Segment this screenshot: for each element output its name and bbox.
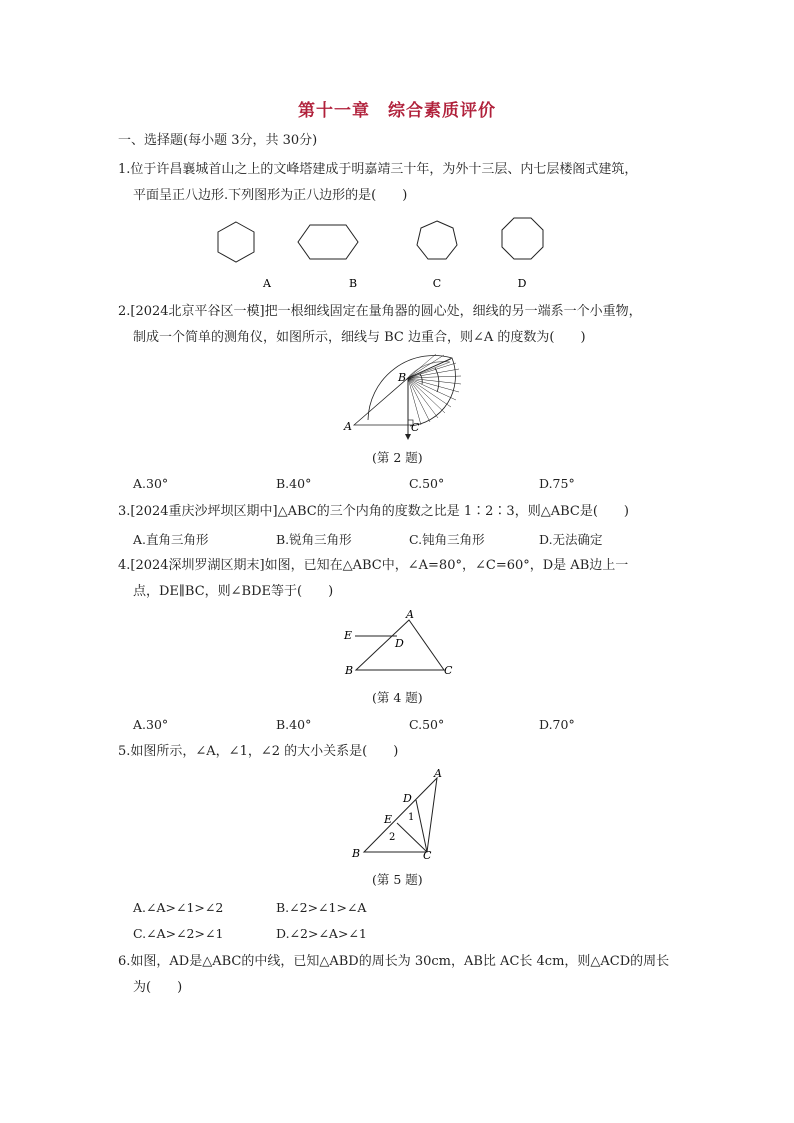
shape-label-b: B (348, 277, 358, 290)
q4-label-c: C (444, 664, 453, 677)
q2-text-line2: 制成一个简单的测角仪，如图所示，细线与 BC 边重合，则∠A 的度数为( ) (133, 330, 586, 345)
segment-cd (416, 800, 427, 852)
q1-text-line1: 1.位于许昌襄城首山之上的文峰塔建成于明嘉靖三十年，为外十三层、内七层楼阁式建筑， (118, 162, 638, 177)
q4-option-d[interactable]: D.70° (539, 717, 575, 732)
q6-text-line1: 6.如图，AD是△ABC的中线，已知△ABD的周长为 30cm，AB比 AC长 4cm，则△ACD的周长 (118, 954, 670, 969)
q5-option-c[interactable]: C.∠A>∠2>∠1 (133, 926, 224, 941)
heptagon-c (417, 221, 457, 259)
q1-polygon-figures (200, 215, 600, 295)
q5-text-line1: 5.如图所示，∠A，∠1，∠2 的大小关系是( ) (118, 744, 399, 759)
q5-option-d[interactable]: D.∠2>∠A>∠1 (276, 926, 367, 941)
q3-option-c[interactable]: C.钝角三角形 (409, 532, 485, 547)
octagon-d (502, 218, 543, 259)
q5-triangle-figure (340, 765, 460, 865)
q2-option-c[interactable]: C.50° (409, 476, 445, 491)
q5-label-e: E (384, 813, 393, 826)
shape-label-c: C (432, 277, 442, 290)
q1-text-line2: 平面呈正八边形.下列图形为正八边形的是( ) (133, 188, 408, 203)
q4-option-a[interactable]: A.30° (133, 717, 169, 732)
section-heading: 一、选择题(每小题 3分，共 30分) (118, 133, 318, 148)
shape-label-d: D (517, 277, 527, 290)
q4-label-d: D (395, 637, 404, 650)
q4-text-line2: 点，DE∥BC，则∠BDE等于( ) (133, 584, 334, 599)
q4-caption: (第 4 题) (372, 690, 423, 705)
triangle-abc (364, 778, 437, 852)
q5-label-one: 1 (408, 812, 415, 823)
q5-label-two: 2 (389, 832, 396, 843)
q2-protractor-figure (340, 350, 490, 445)
q4-option-b[interactable]: B.40° (276, 717, 312, 732)
q5-option-a[interactable]: A.∠A>∠1>∠2 (133, 900, 224, 915)
q5-label-a: A (434, 767, 442, 780)
q2-option-b[interactable]: B.40° (276, 476, 312, 491)
q3-option-b[interactable]: B.锐角三角形 (276, 532, 352, 547)
q4-label-e: E (344, 629, 353, 642)
q2-option-d[interactable]: D.75° (539, 476, 575, 491)
q2-label-a: A (344, 420, 352, 433)
q5-label-b: B (352, 847, 361, 860)
q5-label-d: D (403, 792, 412, 805)
q2-label-c: C (411, 421, 420, 434)
q2-caption: (第 2 题) (372, 450, 423, 465)
q3-text-line1: 3.[2024重庆沙坪坝区期中]△ABC的三个内角的度数之比是 1∶2∶3，则△ABC是( ) (118, 504, 629, 519)
q5-option-b[interactable]: B.∠2>∠1>∠A (276, 900, 367, 915)
plumb-weight (405, 434, 411, 440)
page-title: 第十一章 综合素质评价 (298, 101, 496, 121)
q3-option-a[interactable]: A.直角三角形 (133, 532, 209, 547)
q2-label-b: B (398, 371, 407, 384)
q2-option-a[interactable]: A.30° (133, 476, 169, 491)
q5-caption: (第 5 题) (372, 872, 423, 887)
q4-triangle-figure (340, 605, 460, 680)
q2-text-line1: 2.[2024北京平谷区一模]把一根细线固定在量角器的圆心处，细线的另一端系一个小重物， (118, 304, 642, 319)
q5-label-c: C (423, 849, 432, 862)
q4-label-a: A (406, 608, 414, 621)
q6-text-line2: 为( ) (133, 980, 183, 995)
q4-label-b: B (345, 664, 354, 677)
hexagon-a (218, 222, 254, 262)
q3-option-d[interactable]: D.无法确定 (539, 532, 603, 547)
elongated-hexagon-b (298, 225, 358, 259)
segment-ce (397, 823, 427, 852)
q4-text-line1: 4.[2024深圳罗湖区期末]如图，已知在△ABC中，∠A=80°，∠C=60°，D是 AB边上一 (118, 558, 629, 573)
shape-label-a: A (263, 277, 271, 290)
q4-option-c[interactable]: C.50° (409, 717, 445, 732)
